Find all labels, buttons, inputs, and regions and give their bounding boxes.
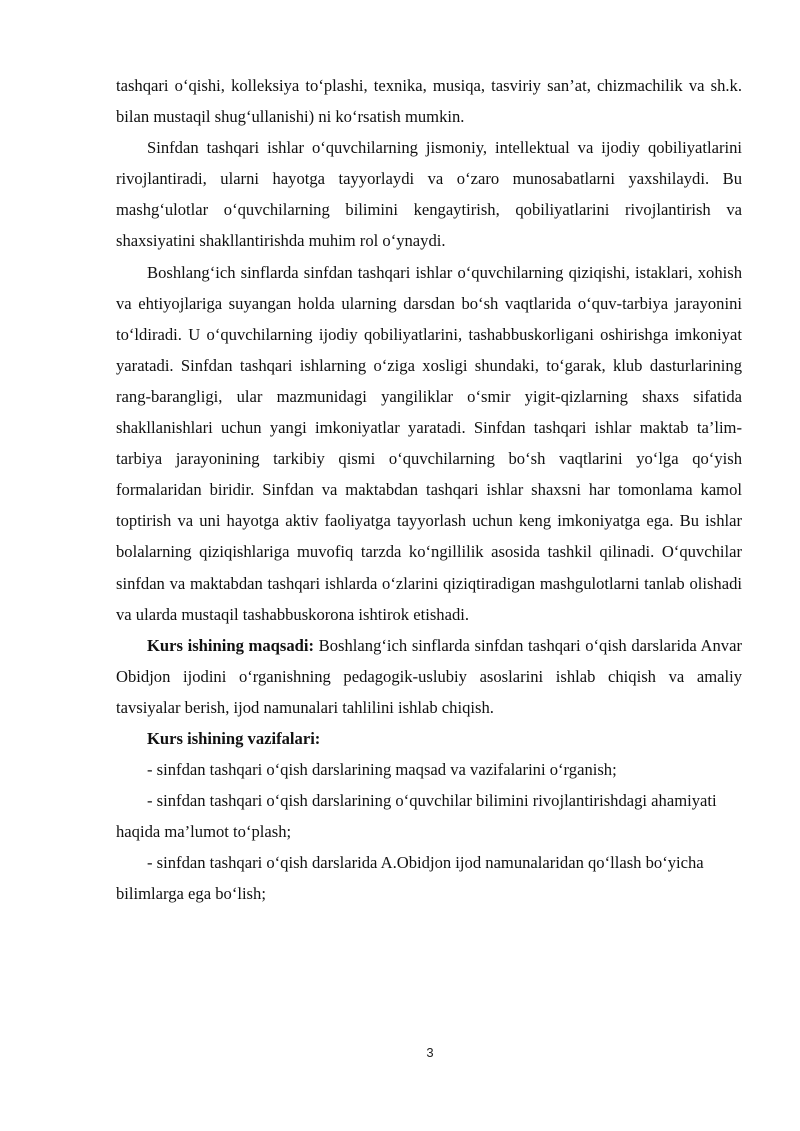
paragraph-continuation: tashqari o‘qishi, kolleksiya to‘plashi, texnika, musiqa, tasviriy san’at, chizmachilik va sh.k. bilan mustaqil shug‘ullanishi) ni ko‘rsatish mumkin.	[116, 76, 742, 127]
paragraph-extracurricular-benefits: Sinfdan tashqari ishlar o‘quvchilarning jismoniy, intellektual va ijodiy qobiliyatlarini rivojlantiradi, ularni hayotga tayyorlaydi va o‘zaro munosabatlarni yaxshilaydi. Bu mashg‘ulotlar o‘quvchilarning bilimini kengaytirish, qobiliyatlarini rivojlantirish va shaxsiyatini shakllantirishda muhim rol o‘ynaydi.	[116, 138, 742, 251]
course-goal-label: Kurs ishining maqsadi:	[147, 635, 315, 655]
task-item-1: - sinfdan tashqari o‘qish darslarining maqsad va vazifalarini o‘rganish;	[147, 760, 617, 780]
paragraph-course-goal	[116, 630, 742, 723]
course-tasks-heading: Kurs ishining vazifalari:	[147, 728, 321, 748]
paragraph-primary-classes: Boshlang‘ich sinflarda sinfdan tashqari ishlar o‘quvchilarning qiziqishi, istaklari, xohish va ehtiyojlariga suyangan holda ularning darsdan bo‘sh vaqtlarida o‘quv-tarbiya jarayonini to‘ldiradi. U o‘quvchilarning ijodiy qobiliyatlarini, tashabbuskorligani oshirishga imkoniyat yaratadi. Sinfdan tashqari ishlarning o‘ziga xosligi shundaki, to‘garak, klub dasturlarining rang-barangligi, ular mazmunidagi yangiliklar o‘smir yigit-qizlarning shaxs sifatida shakllanishlari uchun yangi imkoniyatlar yaratadi. Sinfdan tashqari ishlar maktab ta’lim-tarbiya jarayonining tarkibiy qismi o‘quvchilarning bo‘sh vaqtlarini yo‘lga qo‘yish formalaridan biridir. Sinfdan va maktabdan tashqari ishlar shaxsni har tomonlama kamol toptirish va uni hayotga aktiv faoliyatga tayyorlash uchun keng imkoniyatga ega. Bu ishlar bolalarning qiziqishlariga muvofiq tarzda ko‘ngillilik asosida tashkil qilinadi. O‘quvchilar sinfdan va maktabdan tashqari ishlarda o‘zlarini qiziqtiradigan mashgulotlarni tanlab olishadi va ularda mustaqil tashabbuskorona ishtirok etishadi.	[116, 262, 742, 624]
task-item-3: - sinfdan tashqari o‘qish darslarida A.Obidjon ijod namunalaridan qo‘llash bo‘yicha bilimlarga ega bo‘lish;	[116, 853, 704, 904]
task-item-2: - sinfdan tashqari o‘qish darslarining o‘quvchilar bilimini rivojlantirishdagi ahamiyati haqida ma’lumot to‘plash;	[116, 791, 717, 842]
course-goal-text: Boshlang‘ich sinflarda sinfdan tashqari o‘qish darslarida Anvar Obidjon ijodini o‘rganishning pedagogik-uslubiy asoslarini ishlab chiqish va amaliy tavsiyalar berish, ijod namunalari tahlilini ishlab chiqish.	[116, 635, 742, 717]
document-page	[116, 70, 742, 910]
page-number: 3	[426, 1045, 434, 1060]
